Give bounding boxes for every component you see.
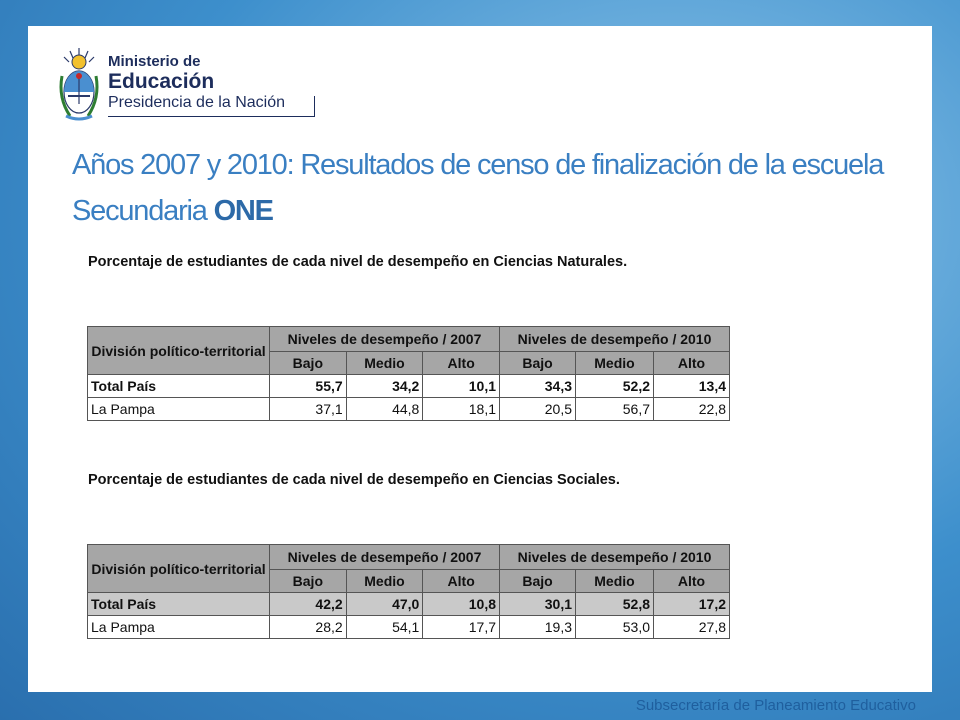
results-table-social-sciences bbox=[87, 544, 730, 639]
logo-divider bbox=[108, 116, 314, 117]
level-header: Alto bbox=[654, 570, 730, 593]
table-cell: 54,1 bbox=[346, 616, 423, 639]
table-cell: 52,2 bbox=[576, 375, 654, 398]
table-row bbox=[88, 616, 730, 639]
level-header: Alto bbox=[423, 570, 500, 593]
logo-presidency-text: Presidencia de la Nación bbox=[108, 94, 285, 111]
row-label: La Pampa bbox=[88, 398, 270, 421]
table-cell: 19,3 bbox=[500, 616, 576, 639]
level-header: Medio bbox=[346, 570, 423, 593]
table-cell: 17,2 bbox=[654, 593, 730, 616]
logo-divider-vertical bbox=[314, 96, 315, 117]
table-cell: 47,0 bbox=[346, 593, 423, 616]
table-cell: 28,2 bbox=[270, 616, 347, 639]
table-cell: 56,7 bbox=[576, 398, 654, 421]
table-cell: 34,3 bbox=[500, 375, 576, 398]
table-cell: 17,7 bbox=[423, 616, 500, 639]
title-main: Años 2007 y 2010: Resultados de censo de finalización de la escuela Secundaria bbox=[72, 149, 884, 227]
slide bbox=[28, 26, 932, 692]
table-row-total bbox=[88, 593, 730, 616]
level-header: Alto bbox=[423, 352, 500, 375]
table-cell: 18,1 bbox=[423, 398, 500, 421]
logo-education-text: Educación bbox=[108, 70, 215, 93]
level-header: Bajo bbox=[500, 570, 576, 593]
table-cell: 53,0 bbox=[576, 616, 654, 639]
column-group-2007: Niveles de desempeño / 2007 bbox=[270, 545, 500, 570]
logo-ministry-text: Ministerio de bbox=[108, 53, 201, 70]
table-cell: 22,8 bbox=[654, 398, 730, 421]
level-header: Bajo bbox=[270, 352, 347, 375]
table-caption-natural-sciences: Porcentaje de estudiantes de cada nivel de desempeño en Ciencias Naturales. bbox=[88, 254, 628, 270]
ministry-logo bbox=[56, 46, 326, 148]
table-cell: 44,8 bbox=[346, 398, 423, 421]
column-group-2010: Niveles de desempeño / 2010 bbox=[500, 545, 730, 570]
table-row-total bbox=[88, 375, 730, 398]
results-table-natural-sciences bbox=[87, 326, 730, 421]
row-label: Total País bbox=[88, 375, 270, 398]
table-cell: 10,1 bbox=[423, 375, 500, 398]
footer-text: Subsecretaría de Planeamiento Educativo bbox=[635, 697, 916, 714]
table-cell: 55,7 bbox=[270, 375, 347, 398]
title-emphasis: ONE bbox=[213, 195, 273, 227]
table-cell: 27,8 bbox=[654, 616, 730, 639]
table-cell: 42,2 bbox=[270, 593, 347, 616]
national-coat-of-arms-icon bbox=[56, 46, 102, 126]
table-cell: 13,4 bbox=[654, 375, 730, 398]
column-header-division: División político-territorial bbox=[88, 327, 270, 375]
table-cell: 52,8 bbox=[576, 593, 654, 616]
table-cell: 10,8 bbox=[423, 593, 500, 616]
row-label: La Pampa bbox=[88, 616, 270, 639]
column-header-division: División político-territorial bbox=[88, 545, 270, 593]
page-title bbox=[72, 142, 892, 234]
level-header: Medio bbox=[576, 570, 654, 593]
column-group-2010: Niveles de desempeño / 2010 bbox=[500, 327, 730, 352]
table-cell: 20,5 bbox=[500, 398, 576, 421]
row-label: Total País bbox=[88, 593, 270, 616]
table-row bbox=[88, 398, 730, 421]
table-caption-social-sciences: Porcentaje de estudiantes de cada nivel de desempeño en Ciencias Sociales. bbox=[88, 472, 620, 488]
level-header: Bajo bbox=[500, 352, 576, 375]
table-cell: 30,1 bbox=[500, 593, 576, 616]
column-group-2007: Niveles de desempeño / 2007 bbox=[270, 327, 500, 352]
table-cell: 34,2 bbox=[346, 375, 423, 398]
level-header: Alto bbox=[654, 352, 730, 375]
level-header: Bajo bbox=[270, 570, 347, 593]
table-cell: 37,1 bbox=[270, 398, 347, 421]
level-header: Medio bbox=[346, 352, 423, 375]
level-header: Medio bbox=[576, 352, 654, 375]
